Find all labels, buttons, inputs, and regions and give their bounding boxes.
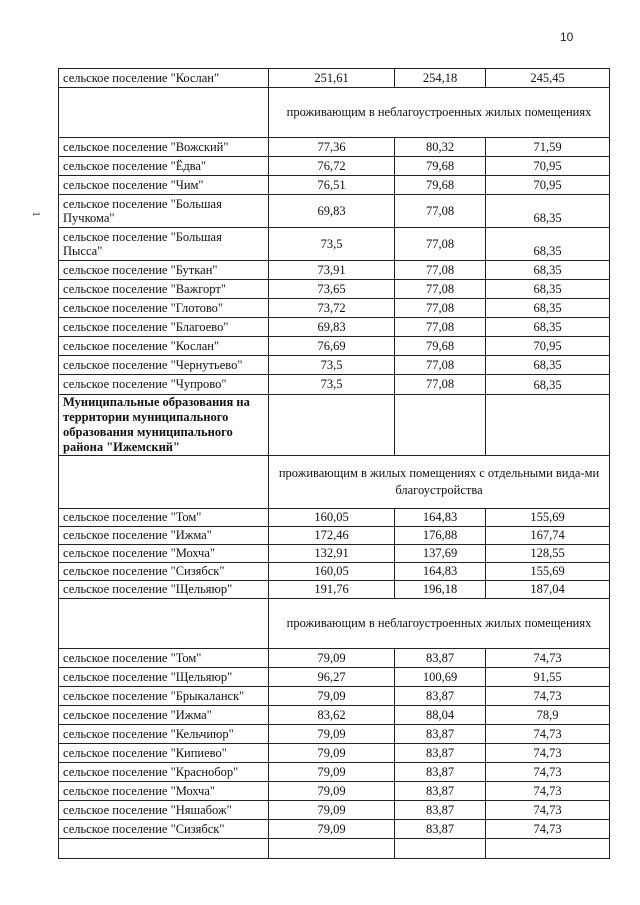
value-2: 77,08 [395,228,486,261]
settlement-name: сельское поселение "Брыкаланск" [59,687,269,706]
table-row [59,157,610,176]
value-2: 79,68 [395,176,486,195]
value-3: 68,35 [486,356,610,375]
table-row [59,280,610,299]
settlement-name: сельское поселение "Мохча" [59,545,269,563]
value-2: 79,68 [395,337,486,356]
empty-cell [269,395,395,456]
value-2: 83,87 [395,820,486,839]
table-row [59,318,610,337]
settlement-name: сельское поселение "Большая Пысса" [59,228,269,261]
value-2: 77,08 [395,299,486,318]
settlement-name: сельское поселение "Том" [59,649,269,668]
value-1: 69,83 [269,318,395,337]
settlement-name: сельское поселение "Кослан" [59,337,269,356]
empty-cell [486,395,610,456]
empty-cell [59,88,269,138]
value-1: 132,91 [269,545,395,563]
value-2: 100,69 [395,668,486,687]
settlement-name: сельское поселение "Чим" [59,176,269,195]
table-row [59,299,610,318]
value-3: 128,55 [486,545,610,563]
value-2: 77,08 [395,318,486,337]
table-row [59,820,610,839]
table-row [59,782,610,801]
table-row [59,375,610,395]
value-3: 68,35 [486,228,610,261]
value-3: 78,9 [486,706,610,725]
value-3: 68,35 [486,299,610,318]
value-3: 70,95 [486,176,610,195]
value-2: 88,04 [395,706,486,725]
value-3: 74,73 [486,782,610,801]
value-2: 83,87 [395,744,486,763]
group-header-row [59,395,610,456]
settlement-name: сельское поселение "Буткан" [59,261,269,280]
value-1: 73,5 [269,228,395,261]
value-1: 69,83 [269,195,395,228]
value-1: 79,09 [269,782,395,801]
value-3: 74,73 [486,801,610,820]
table-row [59,706,610,725]
subheader-text: проживающим в неблагоустроенных жилых помещениях [269,599,610,649]
value-3: 91,55 [486,668,610,687]
subheader-text: проживающим в неблагоустроенных жилых помещениях [269,88,610,138]
table-row [59,725,610,744]
settlement-name: сельское поселение "Ижма" [59,706,269,725]
tariff-table [58,68,610,859]
value-2: 176,88 [395,527,486,545]
table-row [59,839,610,859]
value-3: 74,73 [486,725,610,744]
settlement-name: сельское поселение "Важгорт" [59,280,269,299]
table-row [59,228,610,261]
value-2: 137,69 [395,545,486,563]
value-1: 76,69 [269,337,395,356]
value-3: 68,35 [486,375,610,395]
value-3: 74,73 [486,687,610,706]
table-row [59,668,610,687]
table-row [59,69,610,88]
table-row [59,337,610,356]
value-1: 76,51 [269,176,395,195]
value-1: 79,09 [269,744,395,763]
value-2: 83,87 [395,782,486,801]
settlement-name: сельское поселение "Щельяюр" [59,581,269,599]
value-2: 83,87 [395,801,486,820]
value-1: 160,05 [269,509,395,527]
value-3: 167,74 [486,527,610,545]
value-2: 83,87 [395,725,486,744]
value-3 [486,839,610,859]
value-1: 79,09 [269,763,395,782]
table-row [59,356,610,375]
table-row [59,261,610,280]
settlement-name: сельское поселение "Чернутьево" [59,356,269,375]
value-2: 83,87 [395,649,486,668]
settlement-name: сельское поселение "Вожский" [59,138,269,157]
settlement-name: сельское поселение "Сизябск" [59,820,269,839]
value-1: 76,72 [269,157,395,176]
table-row [59,581,610,599]
value-1: 251,61 [269,69,395,88]
settlement-name: сельское поселение "Кельчиюр" [59,725,269,744]
empty-cell [59,456,269,509]
value-3: 68,35 [486,195,610,228]
value-3: 155,69 [486,563,610,581]
value-2: 79,68 [395,157,486,176]
empty-cell [59,599,269,649]
value-2: 77,08 [395,195,486,228]
value-1: 73,5 [269,375,395,395]
value-1: 83,62 [269,706,395,725]
settlement-name: сельское поселение "Благоево" [59,318,269,337]
value-3: 68,35 [486,261,610,280]
value-1: 73,65 [269,280,395,299]
settlement-name: сельское поселение "Няшабож" [59,801,269,820]
subheader-row [59,88,610,138]
value-1 [269,839,395,859]
value-2: 77,08 [395,375,486,395]
table-row [59,138,610,157]
value-2: 80,32 [395,138,486,157]
value-2: 83,87 [395,687,486,706]
margin-mark: 1 [29,211,42,217]
value-3: 68,35 [486,318,610,337]
value-2: 196,18 [395,581,486,599]
value-1: 191,76 [269,581,395,599]
table-row [59,744,610,763]
value-3: 68,35 [486,280,610,299]
value-2: 164,83 [395,509,486,527]
value-2: 77,08 [395,356,486,375]
value-2: 77,08 [395,280,486,299]
settlement-name: сельское поселение "Глотово" [59,299,269,318]
table-row [59,527,610,545]
value-3: 74,73 [486,649,610,668]
value-1: 73,72 [269,299,395,318]
value-2: 164,83 [395,563,486,581]
value-1: 79,09 [269,820,395,839]
value-2: 77,08 [395,261,486,280]
settlement-name: сельское поселение "Сизябск" [59,563,269,581]
table-row [59,195,610,228]
value-2: 254,18 [395,69,486,88]
settlement-name: сельское поселение "Краснобор" [59,763,269,782]
value-3: 74,73 [486,763,610,782]
table-row [59,545,610,563]
value-1: 79,09 [269,687,395,706]
value-3: 70,95 [486,337,610,356]
value-3: 74,73 [486,744,610,763]
value-1: 172,46 [269,527,395,545]
table-row [59,687,610,706]
value-3: 187,04 [486,581,610,599]
settlement-name: сельское поселение "Щельяюр" [59,668,269,687]
value-3: 74,73 [486,820,610,839]
value-3: 71,59 [486,138,610,157]
table-row [59,801,610,820]
table-row [59,763,610,782]
value-1: 79,09 [269,801,395,820]
page-number: 10 [560,30,574,44]
value-1: 79,09 [269,649,395,668]
table-row [59,649,610,668]
table-row [59,509,610,527]
value-2 [395,839,486,859]
table-row [59,176,610,195]
group-title: Муниципальные образования на территории муниципального образования муниципального района "Ижемский" [59,395,269,456]
value-1: 79,09 [269,725,395,744]
table-row [59,563,610,581]
settlement-name: сельское поселение "Кослан" [59,69,269,88]
value-1: 77,36 [269,138,395,157]
settlement-name: сельское поселение "Мохча" [59,782,269,801]
settlement-name: сельское поселение "Ёдва" [59,157,269,176]
subheader-row [59,599,610,649]
value-2: 83,87 [395,763,486,782]
value-1: 73,91 [269,261,395,280]
value-3: 70,95 [486,157,610,176]
settlement-name: сельское поселение "Том" [59,509,269,527]
value-1: 160,05 [269,563,395,581]
settlement-name: сельское поселение "Кипиево" [59,744,269,763]
subheader-text: проживающим в жилых помещениях с отдельными вида-ми благоустройства [269,456,610,509]
value-3: 155,69 [486,509,610,527]
settlement-name: сельское поселение "Чупрово" [59,375,269,395]
settlement-name [59,839,269,859]
value-3: 245,45 [486,69,610,88]
value-1: 96,27 [269,668,395,687]
subheader-row [59,456,610,509]
settlement-name: сельское поселение "Ижма" [59,527,269,545]
settlement-name: сельское поселение "Большая Пучкома" [59,195,269,228]
value-1: 73,5 [269,356,395,375]
empty-cell [395,395,486,456]
